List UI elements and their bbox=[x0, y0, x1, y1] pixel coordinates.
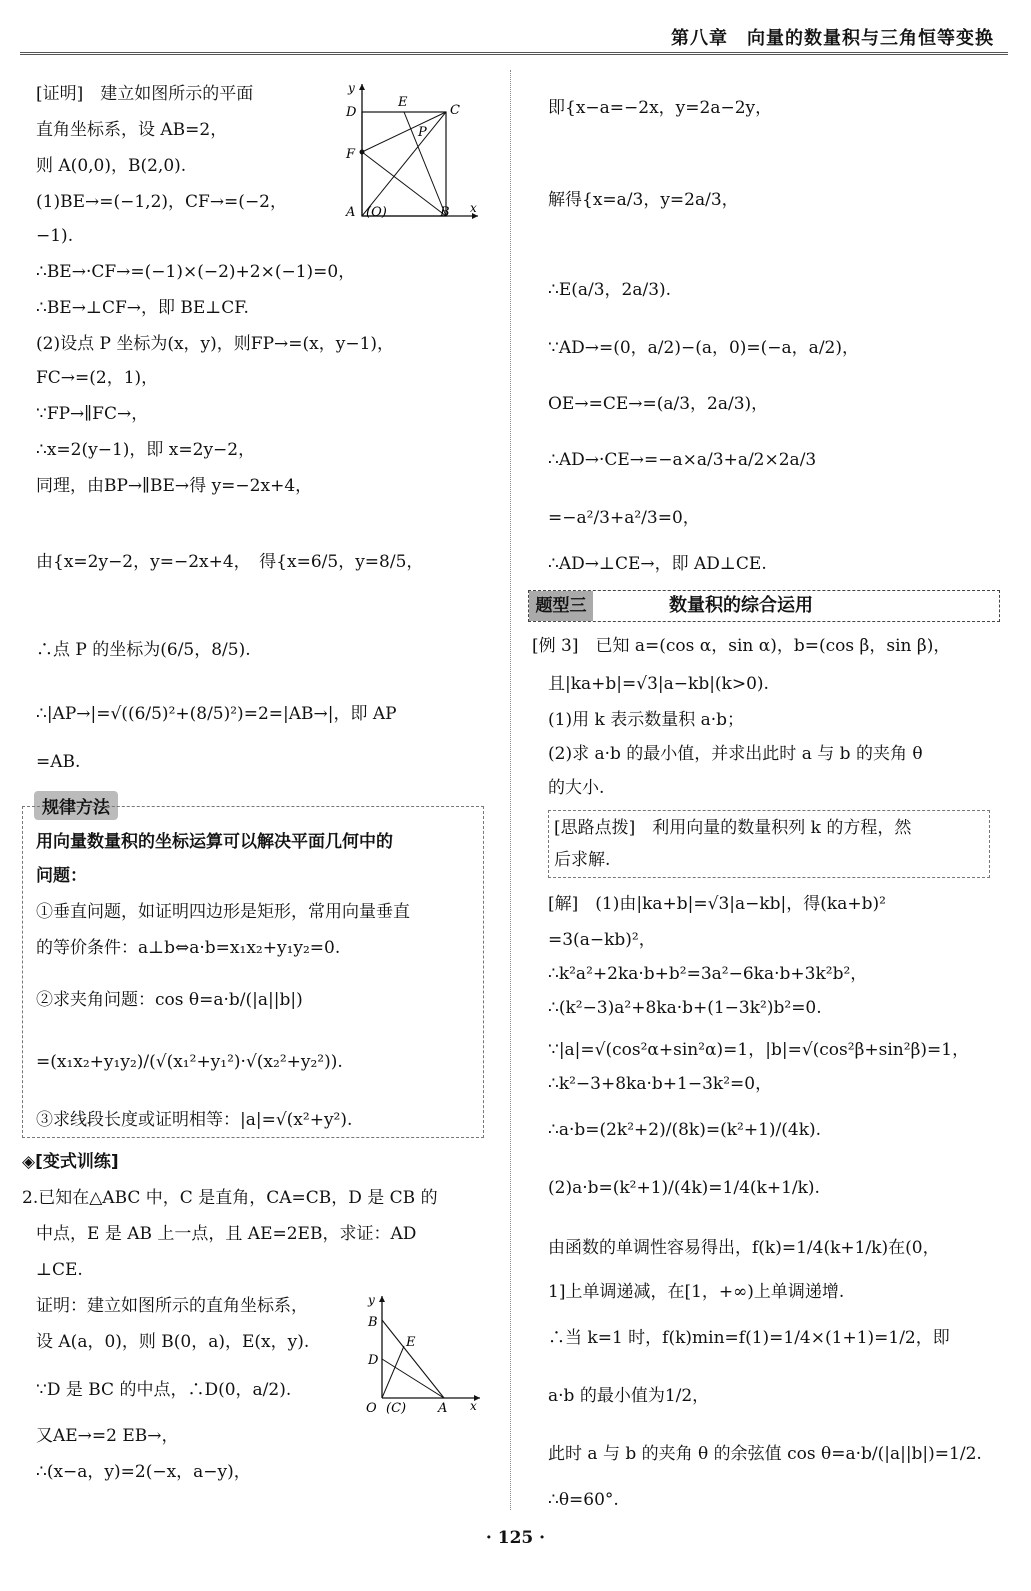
left-line-5: ∴BE→·CF→=(−1)×(−2)+2×(−1)=0， bbox=[36, 262, 356, 282]
fig1-label-f: F bbox=[346, 147, 356, 162]
fig1-label-a: A bbox=[346, 205, 356, 220]
solution-line-13: ∴θ=60°. bbox=[548, 1490, 619, 1510]
fig2-label-d: D bbox=[368, 1353, 379, 1368]
proof-line-3: 又AE→=2 EB→， bbox=[36, 1426, 179, 1446]
q2-line-0: 2.已知在△ABC 中，C 是直角，CA=CB，D 是 CB 的 bbox=[22, 1188, 438, 1208]
method-tag: 规律方法 bbox=[34, 791, 118, 820]
fig1-label-o: (O) bbox=[366, 205, 387, 220]
proof-line-4: ∴(x−a，y)=2(−x，a−y)， bbox=[36, 1462, 251, 1482]
method-box bbox=[22, 806, 484, 1138]
left-line-6: ∴BE→⊥CF→，即 BE⊥CF. bbox=[36, 298, 249, 318]
left-line-0: [证明] 建立如图所示的平面 bbox=[36, 84, 254, 104]
example-line-3: (2)求 a·b 的最小值，并求出此时 a 与 b 的夹角 θ bbox=[548, 744, 923, 764]
variant-heading: ◈[变式训练] bbox=[22, 1152, 119, 1172]
solution-line-6: ∴a·b=(2k²+2)/(8k)=(k²+1)/(4k). bbox=[548, 1120, 822, 1140]
section-bar bbox=[528, 590, 1000, 622]
right-line-1: 解得{x=a/3，y=2a/3， bbox=[548, 190, 739, 210]
left-line-7: (2)设点 P 坐标为(x，y)，则FP→=(x，y−1)， bbox=[36, 334, 395, 354]
fig1-label-y: y bbox=[348, 81, 355, 95]
fig2-label-o: O bbox=[366, 1401, 377, 1416]
solution-line-1: =3(a−kb)²， bbox=[548, 930, 656, 950]
figure-square-coordinate bbox=[336, 76, 486, 236]
hint-line-1: 后求解. bbox=[554, 850, 611, 870]
fig1-label-b: B bbox=[440, 205, 450, 220]
fig1-label-c: C bbox=[450, 103, 460, 118]
column-divider bbox=[510, 70, 511, 1510]
left-line-3: (1)BE→=(−1,2)，CF→=(−2， bbox=[36, 192, 287, 212]
chapter-title: 第八章 向量的数量积与三角恒等变换 bbox=[671, 28, 994, 49]
solution-line-9: 1]上单调递减，在[1，+∞)上单调递增. bbox=[548, 1282, 845, 1302]
right-line-6: =−a²/3+a²/3=0， bbox=[548, 508, 700, 528]
hint-line-0: [思路点拨] 利用向量的数量积列 k 的方程，然 bbox=[554, 818, 912, 838]
fig2-label-e: E bbox=[406, 1335, 416, 1350]
q2-line-2: ⊥CE. bbox=[36, 1260, 83, 1280]
q2-line-1: 中点，E 是 AB 上一点，且 AE=2EB，求证：AD bbox=[36, 1224, 417, 1244]
method-line-1: 问题： bbox=[36, 866, 87, 886]
left-line-11: 同理，由BP→∥BE→得 y=−2x+4， bbox=[36, 476, 313, 496]
page-header bbox=[20, 18, 1008, 55]
fig2-label-b: B bbox=[368, 1315, 378, 1330]
method-line-0: 用向量数量积的坐标运算可以解决平面几何中的 bbox=[36, 832, 393, 852]
right-line-5: ∴AD→·CE→=−a×a/3+a/2×2a/3 bbox=[548, 450, 817, 470]
fig1-label-x: x bbox=[470, 201, 477, 215]
right-line-2: ∴E(a/3，2a/3). bbox=[548, 280, 672, 300]
fig2-label-a: A bbox=[438, 1401, 448, 1416]
solution-line-7: (2)a·b=(k²+1)/(4k)=1/4(k+1/k). bbox=[548, 1178, 820, 1198]
right-line-4: OE→=CE→=(a/3，2a/3)， bbox=[548, 394, 769, 414]
example-line-0: [例 3] 已知 a=(cos α，sin α)，b=(cos β，sin β)， bbox=[532, 636, 951, 656]
solution-line-0: [解] (1)由|ka+b|=√3|a−kb|，得(ka+b)² bbox=[548, 894, 886, 914]
example-line-1: 且|ka+b|=√3|a−kb|(k>0). bbox=[548, 674, 769, 694]
fig2-label-y: y bbox=[368, 1293, 375, 1307]
proof-line-2: ∵D 是 BC 的中点，∴D(0，a/2). bbox=[36, 1380, 292, 1400]
left-line-13: ∴点 P 的坐标为(6/5，8/5). bbox=[36, 640, 251, 660]
section-title: 数量积的综合运用 bbox=[669, 595, 813, 616]
fig2-label-c: (C) bbox=[386, 1401, 407, 1416]
method-line-6: ③求线段长度或证明相等：|a|=√(x²+y²). bbox=[36, 1110, 353, 1130]
solution-line-2: ∴k²a²+2ka·b+b²=3a²−6ka·b+3k²b²， bbox=[548, 964, 868, 984]
left-line-4: −1). bbox=[36, 226, 74, 246]
right-line-0: 即{x−a=−2x，y=2a−2y， bbox=[548, 98, 773, 118]
figure-triangle-coordinate bbox=[356, 1290, 486, 1420]
right-line-7: ∴AD→⊥CE→，即 AD⊥CE. bbox=[548, 554, 767, 574]
method-line-2: ①垂直问题，如证明四边形是矩形，常用向量垂直 bbox=[36, 902, 410, 922]
fig1-label-e: E bbox=[398, 95, 408, 110]
left-line-14: ∴|AP→|=√((6/5)²+(8/5)²)=2=|AB→|，即 AP bbox=[36, 704, 397, 724]
solution-line-10: ∴当 k=1 时，f(k)min=f(1)=1/4×(1+1)=1/2，即 bbox=[548, 1328, 950, 1348]
solution-line-12: 此时 a 与 b 的夹角 θ 的余弦值 cos θ=a·b/(|a||b|)=1/2. bbox=[548, 1444, 982, 1464]
left-line-1: 直角坐标系，设 AB=2， bbox=[36, 120, 228, 140]
proof-line-0: 证明：建立如图所示的直角坐标系， bbox=[36, 1296, 308, 1316]
solution-line-5: ∴k²−3+8ka·b+1−3k²=0， bbox=[548, 1074, 773, 1094]
proof-line-1: 设 A(a，0)，则 B(0，a)，E(x，y). bbox=[36, 1332, 310, 1352]
left-line-8: FC→=(2，1)， bbox=[36, 368, 159, 388]
method-line-3: 的等价条件：a⊥b⇔a·b=x₁x₂+y₁y₂=0. bbox=[36, 938, 341, 958]
solution-line-8: 由函数的单调性容易得出，f(k)=1/4(k+1/k)在(0， bbox=[548, 1238, 940, 1258]
solution-line-4: ∵|a|=√(cos²α+sin²α)=1，|b|=√(cos²β+sin²β)=1， bbox=[548, 1040, 970, 1060]
left-line-10: ∴x=2(y−1)，即 x=2y−2， bbox=[36, 440, 256, 460]
example-line-2: (1)用 k 表示数量积 a·b； bbox=[548, 710, 745, 730]
left-line-15: =AB. bbox=[36, 752, 81, 772]
solution-line-11: a·b 的最小值为1/2， bbox=[548, 1386, 710, 1406]
left-line-2: 则 A(0,0)，B(2,0). bbox=[36, 156, 187, 176]
example-line-4: 的大小. bbox=[548, 778, 605, 798]
section-label: 题型三 bbox=[529, 591, 593, 621]
left-line-9: ∵FP→∥FC→， bbox=[36, 404, 149, 424]
fig1-label-p: P bbox=[418, 125, 427, 140]
left-line-12: 由{x=2y−2，y=−2x+4， 得{x=6/5，y=8/5， bbox=[36, 552, 424, 572]
solution-line-3: ∴(k²−3)a²+8ka·b+(1−3k²)b²=0. bbox=[548, 998, 822, 1018]
fig1-label-d: D bbox=[346, 105, 357, 120]
method-line-4: ②求夹角问题：cos θ=a·b/(|a||b|) bbox=[36, 990, 303, 1010]
page-number: · 125 · bbox=[485, 1528, 546, 1548]
fig2-label-x: x bbox=[470, 1399, 477, 1413]
method-line-5: =(x₁x₂+y₁y₂)/(√(x₁²+y₁²)·√(x₂²+y₂²)). bbox=[36, 1052, 343, 1072]
right-line-3: ∵AD→=(0，a/2)−(a，0)=(−a，a/2)， bbox=[548, 338, 859, 358]
